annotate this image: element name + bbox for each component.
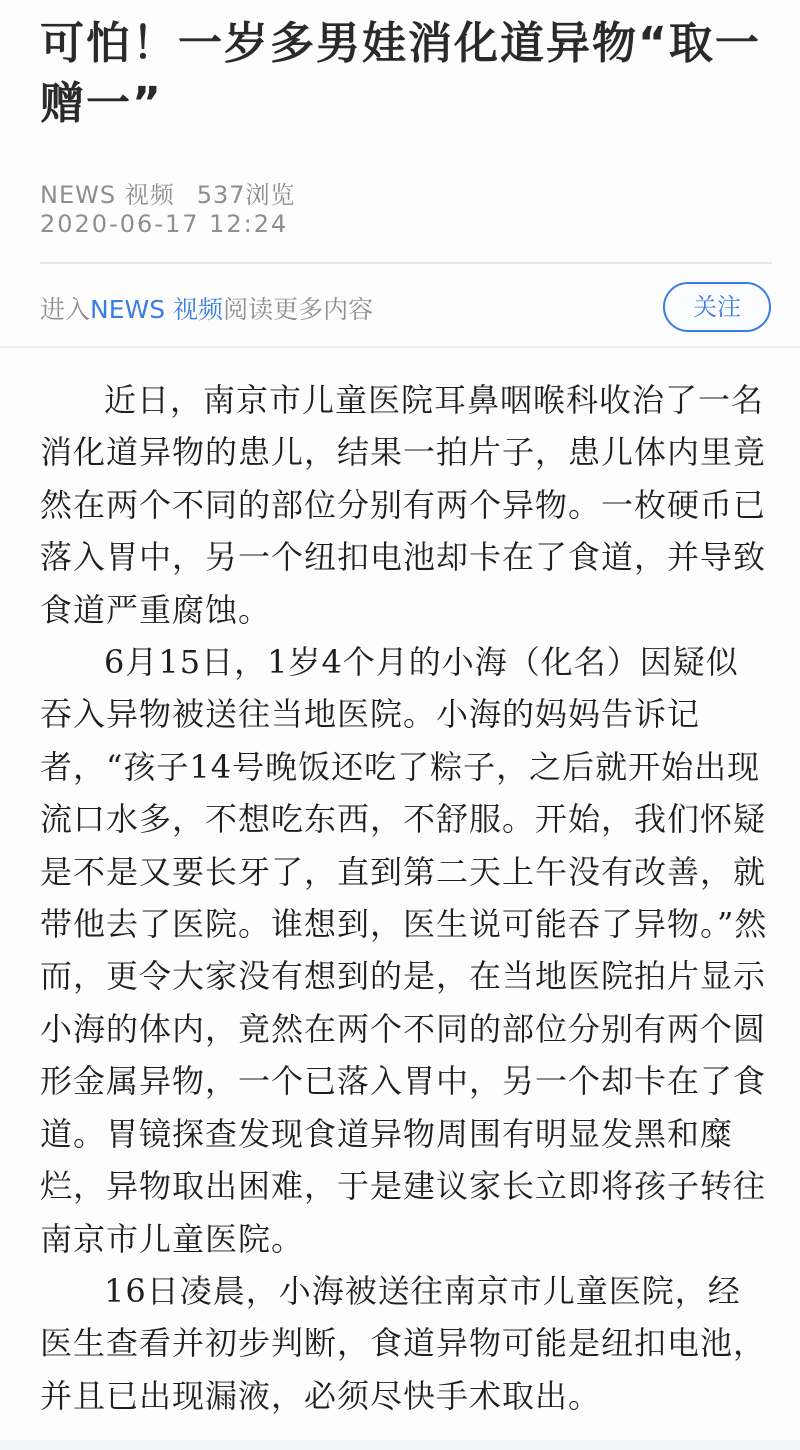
follow-button[interactable]: 关注: [663, 282, 771, 332]
channel-prefix: 进入: [40, 295, 91, 324]
article-body: [40, 374, 768, 1422]
meta-divider: [40, 262, 772, 264]
channel-divider: [0, 346, 800, 348]
channel-bar[interactable]: [40, 290, 373, 326]
article-source[interactable]: NEWS 视频: [40, 181, 175, 209]
article-paragraph: 近日，南京市儿童医院耳鼻咽喉科收治了一名消化道异物的患儿，结果一拍片子，患儿体内里竟然在两个不同的部位分别有两个异物。一枚硬币已落入胃中，另一个纽扣电池却卡在了食道，并导致食道严重腐蚀。: [40, 381, 767, 629]
article-title: 可怕！一岁多男娃消化道异物“取一赠一”: [40, 18, 761, 129]
article-paragraph: 16日凌晨，小海被送往南京市儿童医院，经医生查看并初步判断，食道异物可能是纽扣电池，并且已出现漏液，必须尽快手术取出。: [40, 1271, 767, 1415]
channel-suffix: 阅读更多内容: [223, 295, 374, 324]
publish-time: 2020-06-17 12:24: [40, 210, 289, 238]
article-paragraph: 6月15日，1岁4个月的小海（化名）因疑似吞入异物被送往当地医院。小海的妈妈告诉记者，“孩子14号晚饭还吃了粽子，之后就开始出现流口水多，不想吃东西，不舒服。开始，我们怀疑是不是又要长牙了，直到第二天上午没有改善，就带他去了医院。谁想到，医生说可能吞了异物。”然而，更令大家没有想到的是，在当地医院拍片显示小海的体内，竟然在两个不同的部位分别有两个圆形金属异物，一个已落入胃中，另一个却卡在了食道。胃镜探查发现食道异物周围有明显发黑和糜烂，异物取出困难，于是建议家长立即将孩子转往南京市儿童医院。: [40, 643, 768, 1258]
bottom-edge: [0, 1440, 800, 1450]
channel-link[interactable]: NEWS 视频: [90, 295, 224, 324]
view-count: 537浏览: [196, 181, 296, 209]
article-meta: [40, 175, 296, 210]
